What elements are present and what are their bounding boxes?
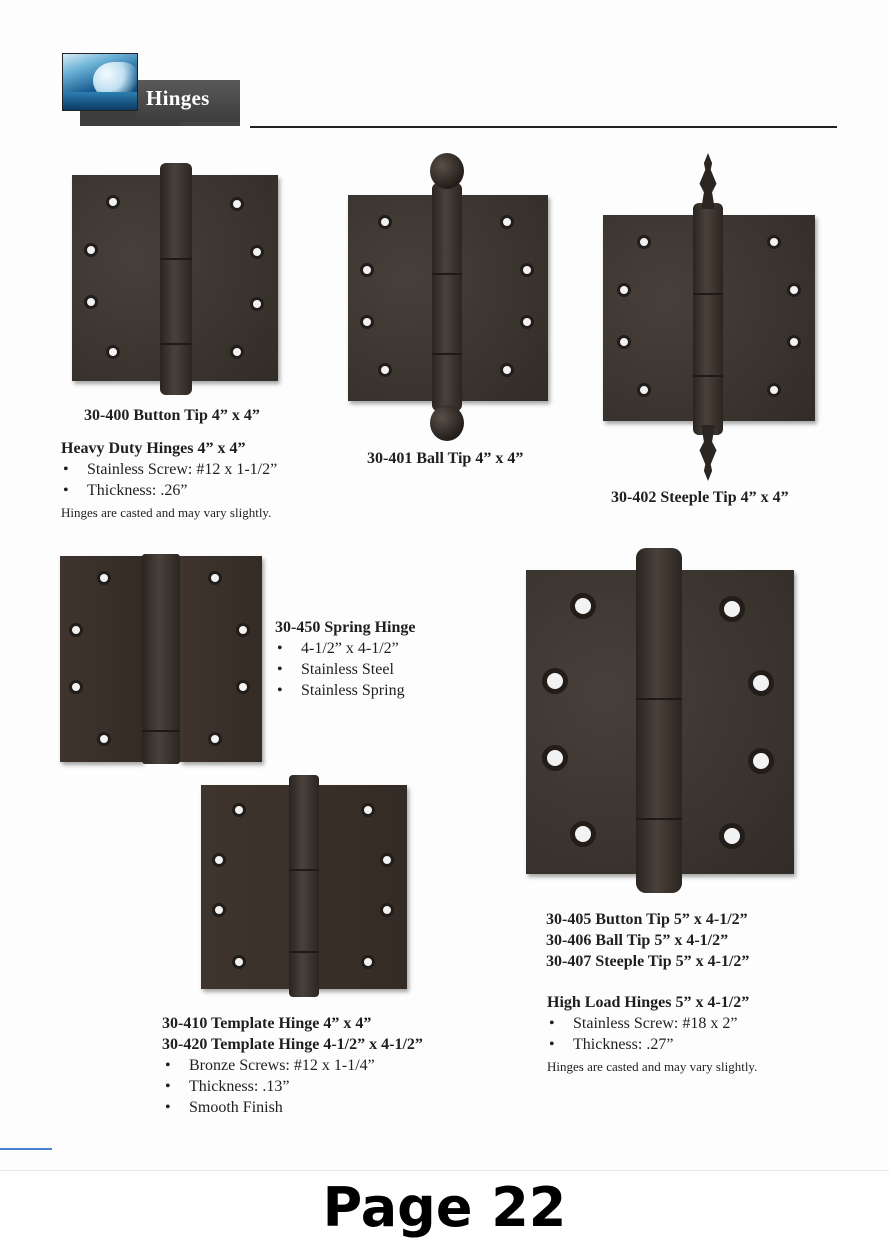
subtitle-heavy-duty: Heavy Duty Hinges 4” x 4”	[61, 440, 246, 457]
wave-logo-icon	[62, 53, 138, 111]
caption-30-407: 30-407 Steeple Tip 5” x 4-1/2”	[546, 953, 750, 970]
bullet-spring-size: • 4-1/2” x 4-1/2”	[301, 640, 399, 658]
hinge-30-405-image	[526, 548, 794, 893]
bullet-thickness-27: • Thickness: .27”	[573, 1036, 673, 1054]
bullet-stainless-screw-18: • Stainless Screw: #18 x 2”	[573, 1015, 737, 1033]
bullet-bronze-screws: • Bronze Screws: #12 x 1-1/4”	[189, 1057, 375, 1075]
header-rule	[250, 126, 837, 128]
caption-30-400: 30-400 Button Tip 4” x 4”	[84, 407, 260, 424]
hinge-30-450-image	[60, 554, 262, 764]
bullet-stainless-spring: • Stainless Spring	[301, 682, 405, 700]
hinge-30-400-image	[72, 163, 278, 395]
caption-30-420: 30-420 Template Hinge 4-1/2” x 4-1/2”	[162, 1036, 423, 1053]
caption-30-406: 30-406 Ball Tip 5” x 4-1/2”	[546, 932, 729, 949]
bullet-thickness-template: • Thickness: .13”	[189, 1078, 289, 1096]
hinge-30-401-image	[348, 153, 548, 443]
hinge-30-410-image	[201, 775, 407, 997]
subtitle-high-load: High Load Hinges 5” x 4-1/2”	[547, 994, 750, 1011]
footer-accent-line	[0, 1148, 52, 1150]
caption-30-401: 30-401 Ball Tip 4” x 4”	[367, 450, 524, 467]
caption-30-402: 30-402 Steeple Tip 4” x 4”	[611, 489, 789, 506]
note-casted-high-load: Hinges are casted and may vary slightly.	[547, 1059, 758, 1074]
caption-30-410: 30-410 Template Hinge 4” x 4”	[162, 1015, 372, 1032]
page-number-label: Page 22	[322, 1176, 567, 1239]
caption-30-450: 30-450 Spring Hinge	[275, 619, 416, 636]
hinge-30-402-image	[603, 153, 815, 481]
note-casted: Hinges are casted and may vary slightly.	[61, 505, 272, 520]
bullet-thickness: • Thickness: .26”	[87, 482, 187, 500]
section-title: Hinges	[146, 86, 210, 110]
bullet-stainless-screw: • Stainless Screw: #12 x 1-1/2”	[87, 461, 277, 479]
bullet-smooth-finish: • Smooth Finish	[189, 1099, 283, 1117]
caption-30-405: 30-405 Button Tip 5” x 4-1/2”	[546, 911, 748, 928]
bullet-stainless-steel: • Stainless Steel	[301, 661, 394, 679]
